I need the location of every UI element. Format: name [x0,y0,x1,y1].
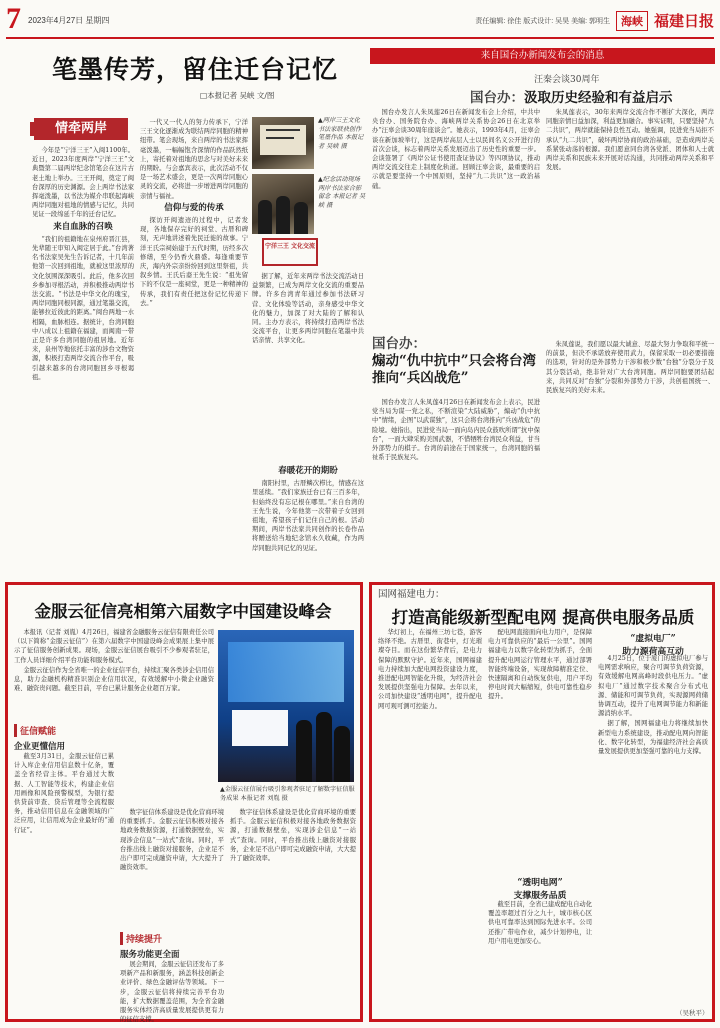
finance-col2-text: 数字征信体系建设是优化营商环境的重要抓手。金服云征信积极对接各地政务数据资源，打通数据壁垒，实现涉企信息“一站式”查询。同时，平台推出线上融资对接服务，企业足不出户即可完成融资申请，大大提升了融资效率。 [120,809,224,872]
main-column-2 [140,118,248,578]
power-col-2 [488,628,592,868]
right-col-b-text: 朱凤莲表示，30年来两岸交流合作不断扩大深化，两岸同胞亲情日益加深，利益更加融合。事实证明，只要坚持“九二共识”，两岸就能保持良性互动。她强调，民进党当局拒不承认“九二共识”，破坏两岸协商的政治基础，是造成两岸关系紧张动荡的根源。我们愿意同台湾各党派、团体和人士就两岸关系和民族未来开展对话沟通，共同推动两岸关系和平发展。 [546,109,714,172]
power-subhead-1: “透明电网” 支撑服务品质 [513,878,567,901]
main-subhead-1: 来自血脉的召唤 [53,221,113,232]
finance-col3-text: 数字征信体系建设是优化营商环境的重要抓手。金服云征信积极对接各地政务数据资源，打通数据壁垒，实现涉企信息“一站式”查询。同时，平台推出线上融资对接服务，企业足不出户即可完成融资申请，大大提升了融资效率。 [230,809,356,863]
main-column-3 [252,272,364,462]
finance-col-1 [14,752,114,1016]
seal-stamp: 宁洋三王 文化交流 [262,238,318,266]
power-col5-text: 据了解，国网福建电力将继续加快新型电力系统建设，推动配电网向智能化、数字化转型，为福建经济社会高质量发展提供更加坚强可靠的电力支撑。 [598,720,708,756]
power-col-3 [598,654,708,1004]
right-title-2-prefix: 国台办： [372,336,426,352]
main-column-1 [32,146,134,576]
page-number: 7 [6,2,21,35]
photo-caption-1: ▲两岸三王文化书法家联袂创作笔墨作品 本报记者 吴峡 摄 [318,117,364,150]
newspaper-logo: 福建日报 [653,12,714,30]
power-col-1 [378,628,482,1018]
right-col-c [372,398,540,574]
right-col-d [546,340,714,574]
finance-col-3 [230,808,356,1016]
news-release-bar: 来自国台办新闻发布会的消息 [370,48,715,64]
finance-subhead-2-label: 服务功能更全面 [120,950,180,960]
issue-date: 2023年4月27日 星期四 [28,16,110,25]
finance-lead2-text: 金服云征信作为全省唯一的企业征信平台，持续汇聚各类涉企信用信息，助力金融机构精准识别企业信用状况，有效缓解中小微企业融资难、融资贵问题。截至目前，平台已累计服务企业超百万家。 [14,666,214,693]
right-title-1[interactable] [470,86,673,106]
power-col-2b [488,900,592,1018]
right-title-1-prefix: 国台办： [470,90,524,106]
section-tag[interactable]: 海峡 [616,11,648,31]
power-subhead-2: “虚拟电厂” 助力源荷高互动 [622,634,684,657]
finance-col-2 [120,808,224,928]
power-grid-tag: 国网福建电力： [378,589,445,600]
power-author-note: （吴秋平） [676,1009,709,1017]
person-figure [296,720,312,782]
display-screen [228,642,344,702]
main-col1-text: “我们的祖籍地在泉州府晋江县，先辈随王审知入闽定居于此。”台湾著名书法家吴先生告诉记者，十几年前他第一次回到祖地，就被这里浓厚的文化氛围深深吸引。此后，他多次回乡参加寻根活动，并积极推动两岸书法交流。“书法是中华文化的瑰宝，两岸同胞同根同源，通过笔墨交流，能够拉近彼此的距离。”闽台两地一水相隔，血脉相连。据统计，台湾同胞中八成以上祖籍在福建，而闽南一带正是许多台湾同胞的祖居地。近年来，泉州等地依托丰富的涉台文物资源，积极打造两岸交流合作平台，吸引越来越多的台湾同胞回乡寻根谒祖。 [32,235,134,381]
power-col4-text: 4月25日，位于厦门的虚拟电厂参与电网需求响应，聚合可调节负荷资源，有效缓解电网高峰时段供电压力。“虚拟电厂”通过数字技术聚合分布式电源、储能和可调节负荷，实现源网荷储协调互动，提升了电网调节能力和新能源消纳水平。 [598,655,708,718]
section-banner: 情牵两岸 [34,118,128,140]
finance-subhead-1: 征信赋能 [14,724,56,737]
photo-exhibition[interactable] [218,630,354,782]
main-col3-text: 据了解，近年来两岸书法交流活动日益频繁，已成为两岸文化交流的重要品牌。许多台湾青年通过参加书法研习营、文化体验等活动，亲身感受中华文化的魅力，加深了对大陆的了解和认同。主办方表示，将持续打造两岸书法交流平台，让更多两岸同胞在笔墨中共话亲情、共享文化。 [252,273,364,345]
right-title-2-text: 煽动“仇中抗中”只会将台湾推向“兵凶战危” [372,353,537,386]
main-col2-text: 一代又一代人的努力传承下，宁洋三王文化逐渐成为联结两岸同胞的精神纽带。笔会现场，来自两岸的书法家挥毫泼墨，一幅幅饱含深情的作品跃然纸上，寄托着对祖地的思念与对美好未来的期盼。与会嘉宾表示，此次活动不仅是一场艺术盛会，更是一次两岸同胞心灵的交流，必将进一步增进两岸同胞的亲情与福祉。 [140,119,248,200]
finance-subhead-2: 持续提升 [120,932,162,945]
person-figure [258,200,272,234]
finance-subhead-1-label: 企业更懂信用 [14,742,66,752]
main-col3b-text: 南阳村里，古厝鳞次栉比，情感在这里延续。“我们家族迁台已有三百多年，但始终没有忘记根在哪里。”来自台湾的王先生说，今年他第一次带着子女回到祖地，希望孩子们记住自己的根。活动期间，两岸书法家共同创作的长卷作品将赠送给当地纪念馆永久收藏，作为两岸同胞共同记忆的见证。 [252,480,364,552]
main-col2b-text: 探访开闽遗迹的过程中，记者发现，各地保存完好的祠堂、古厝和碑刻，无声地讲述着先民迁徙的故事。宁洋王氏宗祠始建于五代时期，历经多次修缮，至今仍香火鼎盛。每逢重要节庆，海内外宗亲纷纷回到这里祭祖，共叙乡情。王氏后裔王先生说：“祖先留下的不仅是一座祠堂，更是一种精神的传承，我们有责任把这份记忆传递下去。” [140,217,248,307]
right-col-c-text: 国台办发言人朱凤莲4月26日在新闻发布会上表示，民进党当局为谋一党之私，不断渲染“大陆威胁”，煽动“仇中抗中”情绪，企图“以武谋独”，这只会将台湾推向“兵凶战危”的险境。她指出，民进党当局一面向岛内民众鼓吹所谓“抗中保台”，一面大肆采购美国武器，不惜牺牲台湾民众利益，甘当外部势力的棋子。台湾的前途在于国家统一，台湾同胞的福祉系于民族复兴。 [372,399,540,462]
power-col2-text: 配电网直接面向电力用户，是保障电力可靠供应的“最后一公里”。国网福建电力以数字化转型为抓手，全面提升配电网运行管理水平，通过部署智能终端设备，实现故障精准定位、快速隔离和自动恢复供电，用户平均停电时间大幅缩短，供电可靠性稳步提升。 [488,629,592,701]
photo-group[interactable] [252,174,314,234]
right-title-1-text: 汲取历史经验和有益启示 [524,90,673,106]
main-subhead-2: 信仰与爱的传承 [164,202,224,213]
power-col3-text: 截至目前，全省已建成配电自动化覆盖率超过百分之九十，城市核心区供电可靠率达到国际先进水平。公司还推广带电作业，减少计划停电，让用户用电更加安心。 [488,901,592,945]
right-col-b [546,108,714,333]
news-release-box [370,48,715,64]
person-figure [334,726,350,782]
editors-credit: 责任编辑: 徐佳 版式设计: 吴昊 美编: 郭明生 [475,17,610,25]
finance-photo-caption: ▲金服云征信展台吸引参观者驻足了解数字征信服务成果 本报记者 刘胤 摄 [220,786,355,802]
power-grid-title[interactable]: 打造高能级新型配电网 提高供电服务品质 [391,608,695,627]
masthead [6,4,714,38]
masthead-rule [6,37,714,39]
right-subtitle: 汪秦会谈30周年 [534,75,600,85]
power-col1-text: 华灯初上，在福州三坊七巷，游客络绎不绝。古厝里、街巷中，灯光璀璨夺目。而在这份繁华背后，是电力保障的默默守护。近年来，国网福建电力持续加大配电网投资建设力度，推进配电网智能化升级，为经济社会发展提供坚强电力保障。去年以来，公司加快建设“透明电网”，提升配电网可观可测可控能力。 [378,629,482,710]
right-col-d-text: 朱凤莲说，我们愿以最大诚意、尽最大努力争取和平统一的前景，但决不承诺放弃使用武力，保留采取一切必要措施的选项，针对的是外部势力干涉和极少数“台独”分裂分子及其分裂活动，绝非针对广大台湾同胞。两岸同胞要团结起来，共同反对“台独”分裂和外部势力干涉，共创祖国统一、民族复兴的美好未来。 [546,341,714,395]
ink-stroke [266,129,300,131]
main-intro: 今年是“宁洋三王”入闽1100年。近日，2023年度两岸“宁洋三王”文典暨第二届两岸纪念馆笔会在这片古老土地上举办。三王开闽，奠定了闽台深厚的历史渊源。会上两岸书法家挥毫泼墨，以书法为媒介串联起海峡两岸同胞对祖地的情感与记忆，共同见证一段绵延千年的迁台记忆。 [32,147,134,219]
masthead-right [475,10,714,31]
person-figure [316,712,332,782]
main-headline[interactable]: 笔墨传芳，留住迁台记忆 [51,55,338,84]
finance-col1-text: 截至3月31日，金服云征信已累计入库企业信用信息数十亿条，覆盖全省经营主体。平台通过大数据、人工智能等技术，构建企业信用画像和风险预警模型，为银行提供贷前审查、贷后管理等全流程服务，推动信用信息在金融领域的广泛应用，让信用成为企业最好的“通行证”。 [14,753,114,834]
person-figure [276,196,290,234]
photo-calligraphy[interactable] [252,117,314,169]
right-title-2[interactable] [372,336,542,387]
main-subhead-3: 春暖花开的期盼 [278,466,338,476]
main-byline: □本报记者 吴峡 文/图 [200,91,275,100]
person-figure [294,202,308,234]
info-panel [232,710,288,746]
main-column-3b [252,464,364,578]
photo-caption-2: ▲纪念活动现场 两岸书法家合影留念 本报记者 吴峡 摄 [318,176,366,209]
finance-lead [14,628,214,718]
right-col-a [372,108,540,333]
finance-col-2b [120,960,224,1024]
finance-cloud-title[interactable]: 金服云征信亮相第六届数字中国建设峰会 [34,602,332,621]
ink-stroke [266,137,294,139]
right-col-a-text: 国台办发言人朱凤莲26日在新闻发布会上介绍，中共中央台办、国务院台办、海峡两岸关系协会26日在北京举办“汪辜会谈30周年座谈会”。她表示，1993年4月，汪辜会谈在新加坡举行，这是两岸高层人士以民间名义公开进行的首次会谈，标志着两岸关系发展迈出了历史性的重要一步。会谈签署了《两岸公证书使用查证协议》等四项协议，推动两岸交流交往走上制度化轨道。回顾汪辜会谈，最重要的启示就是要坚持一个中国原则，坚持“九二共识”这一政治基础。 [372,109,540,190]
finance-col2b-text: 展会期间，金服云征信还发布了多项新产品和新服务，涵盖科技创新企业评价、绿色金融评估等领域。下一步，金服云征信将持续完善平台功能，扩大数据覆盖范围，为全省金融服务实体经济高质量发展提供更有力的征信支撑。 [120,961,224,1024]
finance-lead-text: 本报讯（记者 刘胤）4月26日，福建省金融服务云征信有限责任公司（以下简称“金服云征信”）在第六届数字中国建设峰会成果展上集中展示了征信服务创新成果。现场，金服云征信展台吸引不少参观者驻足，工作人员详细介绍平台功能和服务模式。 [14,629,214,664]
